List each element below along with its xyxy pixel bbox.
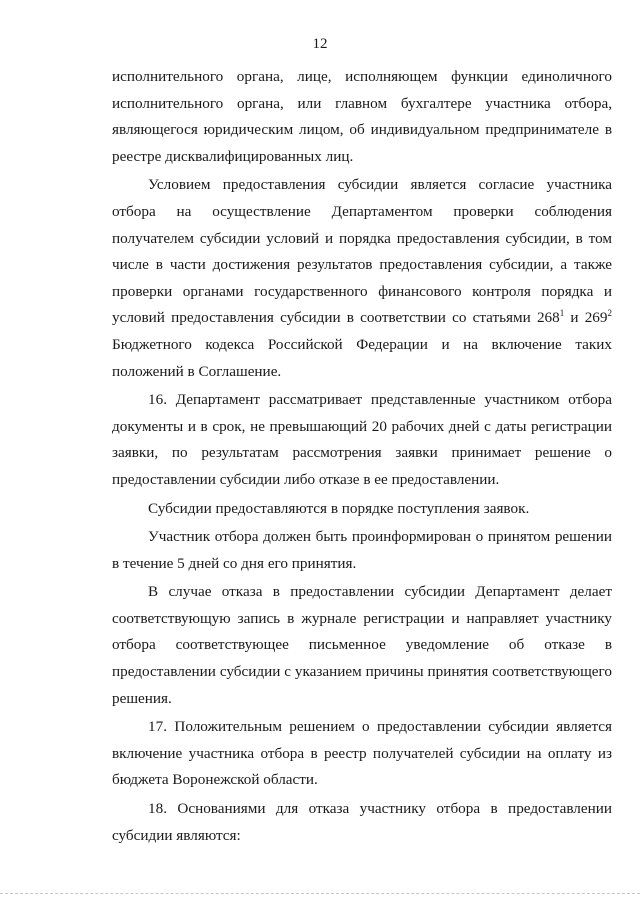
paragraph-item-18: 18. Основаниями для отказа участнику отбора в предоставлении субсидии являются:: [112, 800, 612, 844]
paragraph-text: и 269: [564, 309, 608, 327]
paragraph-text: Бюджетного кодекса Российской Федерации и на включение таких положений в Соглашение.: [112, 335, 612, 380]
superscript: 1: [559, 308, 565, 319]
scan-edge-line: [0, 893, 640, 895]
paragraph-item-17: 17. Положительным решением о предоставлении субсидии является включение участника отбора в реестр получателей субсидии на оплату из бюджета Воронежской области.: [112, 718, 612, 789]
paragraph-subsidy-condition: [112, 172, 612, 385]
paragraph-continuation: исполнительного органа, лице, исполняющем функции единоличного исполнительного органа, или главном бухгалтере участника отбора, являющегося юридическим лицом, об индивидуальном предпринимателе в реестре дисквалифицированных лиц.: [112, 68, 612, 165]
paragraph-text: Условием предоставления субсидии является согласие участника отбора на осуществление Департаментом проверки соблюдения получателем субсидии условий и порядка предоставления субсидии, в том числе в части достижения результатов предоставления субсидии, а также проверки органами государственного финансового контроля порядка и условий предоставления субсидии в соответствии со статьями 268: [112, 176, 612, 327]
paragraph-refusal-case: В случае отказа в предоставлении субсидии Департамент делает соответствующую запись в журнале регистрации и направляет участнику отбора соответствующее письменное уведомление об отказе в предоставлении субсидии с указанием причины принятия соответствующего решения.: [112, 583, 612, 707]
paragraph-notification: Участник отбора должен быть проинформирован о принятом решении в течение 5 дней со дня его принятия.: [112, 528, 612, 572]
page-number: 12: [312, 36, 328, 52]
paragraph-order-of-receipt: Субсидии предоставляются в порядке поступления заявок.: [148, 499, 530, 517]
paragraph-item-16: 16. Департамент рассматривает представленные участником отбора документы и в срок, не превышающий 20 рабочих дней с даты регистрации заявки, по результатам рассмотрения заявки принимает решение о предоставлении субсидии либо отказе в ее предоставлении.: [112, 391, 612, 488]
superscript: 2: [607, 308, 612, 319]
document-body: [112, 64, 612, 849]
